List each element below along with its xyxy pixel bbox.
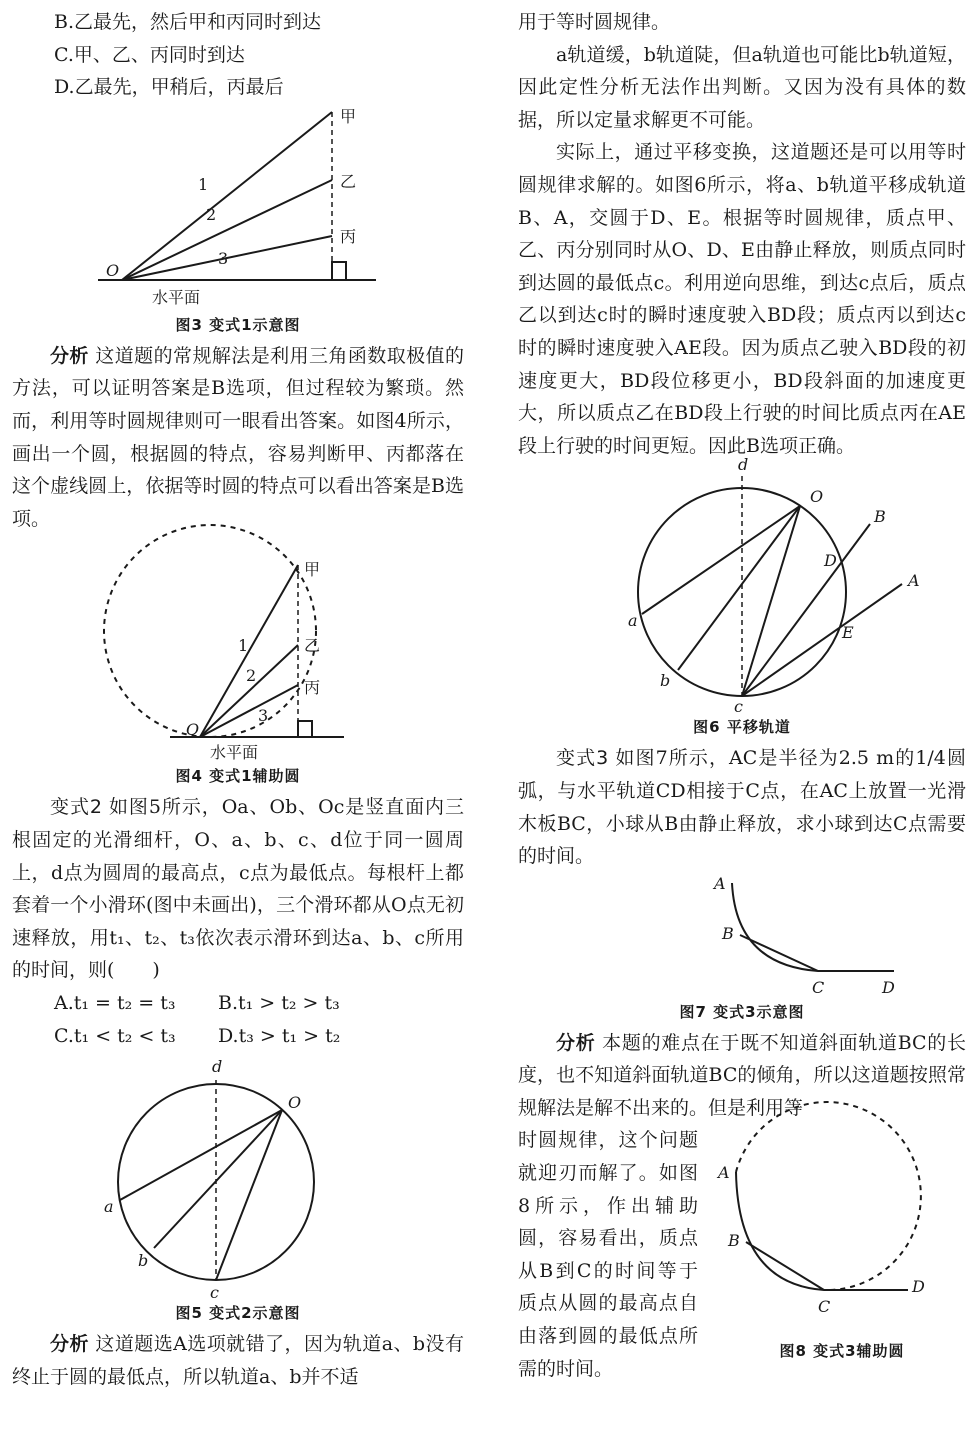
wrap-text: 时圆规律，这个问题就迎刃而解了。如图8所示，作出辅助圆，容易看出，质点从B到C的时间等于质点从圆的最高点自由落到圆的最低点所需的时间。 (518, 1129, 698, 1380)
analysis-1 (12, 340, 464, 536)
option-c: C.甲、乙、丙同时到达 (54, 43, 245, 66)
variant-3-keyword: 变式3 (556, 747, 609, 770)
rod-oa (120, 1110, 282, 1200)
label-1: 1 (198, 174, 209, 194)
figure-5-caption: 图5 变式2示意图 (175, 1304, 301, 1323)
analysis-3-keyword: 分析 (556, 1031, 596, 1054)
right-angle-mark (332, 262, 346, 280)
right-column (518, 6, 966, 1385)
label-b: B (728, 1231, 740, 1251)
variant-3-text: 如图7所示，AC是半径为2.5 m的1/4圆弧，与水平轨道CD相接于C点，在AC上放置一光滑木板BC，小球从B由静止释放，求小球到达C点需要的时间。 (518, 747, 966, 868)
label-e: E (842, 623, 854, 643)
label-2: 2 (206, 204, 217, 224)
label-a: A (718, 1163, 730, 1183)
rod-oc (742, 506, 800, 696)
continuation: 用于等时圆规律。 (518, 11, 671, 33)
label-3: 3 (218, 248, 229, 268)
figure-3 (88, 104, 388, 312)
label-ground: 水平面 (152, 287, 201, 307)
option-b-v2: B.t₁ > t₂ > t₃ (218, 991, 340, 1014)
label-bing: 丙 (304, 678, 321, 698)
label-ground: 水平面 (210, 743, 259, 763)
figure-8-block (718, 1124, 966, 1366)
label-2: 2 (246, 666, 257, 686)
wrap-block (518, 1124, 966, 1385)
figure-6 (552, 455, 932, 717)
label-b: b (660, 671, 671, 691)
label-3: 3 (258, 706, 269, 726)
arc-ac (732, 883, 818, 971)
label-b-upper: B (874, 507, 886, 527)
figure-5 (88, 1052, 388, 1303)
option-b: B.乙最先，然后甲和丙同时到达 (54, 11, 322, 33)
option-c-v2: C.t₁ < t₂ < t₃ (54, 1024, 176, 1047)
label-a: a (628, 611, 638, 631)
track-a (742, 584, 902, 696)
left-column (12, 6, 464, 1393)
label-yi: 乙 (304, 636, 321, 656)
label-yi: 乙 (340, 171, 357, 191)
variant-2-keyword: 变式2 (50, 796, 102, 819)
label-c: c (734, 697, 743, 717)
right-angle-mark (298, 721, 312, 737)
label-d: d (738, 455, 749, 475)
analysis-1-text: 这道题的常规解法是利用三角函数取极值的方法，可以证明答案是B选项，但过程较为繁琐。然而，利用等时圆规律则可一眼看出答案。如图4所示，画出一个圆，根据圆的特点，容易判断甲、丙都落在这个虚线圆上，依据等时圆的特点可以看出答案是B选项。 (12, 344, 464, 530)
label-a: a (104, 1197, 114, 1217)
label-c: c (210, 1283, 219, 1303)
paragraph-1: a轨道缓，b轨道陡，但a轨道也可能比b轨道短，因此定性分析无法作出判断。又因为没有具体的数据，所以定量求解更不可能。 (518, 43, 966, 131)
option-d-v2: D.t₃ > t₁ > t₂ (218, 1024, 341, 1047)
label-bing: 丙 (340, 226, 357, 246)
analysis-2-text: 这道题选A选项就错了，因为轨道a、b没有终止于圆的最低点，所以轨道a、b并不适 (12, 1333, 464, 1388)
variant-2 (12, 791, 464, 987)
option-d: D.乙最先，甲稍后，丙最后 (54, 76, 284, 99)
label-o: O (810, 487, 824, 507)
rod-ob (678, 506, 800, 670)
rod-ob (154, 1110, 282, 1248)
variant-2-text: 如图5所示，Oa、Ob、Oc是竖直面内三根固定的光滑细杆，O、a、b、c、d位于同一圆周上，d点为圆周的最高点，c点为最低点。每根杆上都套着一个小滑环(图中未画出)，三个滑环都从O点无初速释放，用t₁、t₂、t₃依次表示滑环到达a、b、c所用的时间，则( ) (12, 796, 464, 982)
analysis-3-text: 本题的难点在于既不知道斜面轨道BC的长度，也不知道斜面轨道BC的倾角，所以这道题按照常规解法是解不出来的。但是利用等 (518, 1031, 966, 1119)
arc-ac (736, 1172, 824, 1290)
analysis-2 (12, 1328, 464, 1393)
figure-7 (592, 873, 895, 999)
options-row-2 (12, 1020, 464, 1053)
track-b (742, 524, 870, 696)
analysis-1-keyword: 分析 (50, 344, 89, 367)
label-jia: 甲 (340, 106, 357, 126)
label-a-upper: A (908, 571, 920, 591)
figure-6-caption: 图6 平移轨道 (693, 718, 791, 737)
label-b: B (722, 923, 734, 943)
figure-8 (718, 1124, 966, 1338)
label-d: D (882, 977, 895, 997)
circle (638, 488, 846, 696)
label-o: O (186, 720, 200, 740)
board-bc (740, 935, 818, 971)
label-d: D (912, 1277, 925, 1297)
label-1: 1 (238, 636, 249, 656)
label-o: O (288, 1093, 302, 1113)
figure-7-caption: 图7 变式3示意图 (679, 1002, 805, 1021)
label-jia: 甲 (304, 560, 321, 580)
label-d: d (212, 1057, 223, 1077)
label-d-upper: D (824, 551, 837, 571)
option-a: A.t₁ = t₂ = t₃ (54, 991, 176, 1014)
paragraph-2: 实际上，通过平移变换，这道题还是可以用等时圆规律求解的。如图6所示，将a、b轨道平移成轨道B、A，交圆于D、E。根据等时圆规律，质点甲、乙、丙分别同时从O、D、E由静止释放，则质点同时到达圆的最低点c。利用逆向思维，到达c点后，质点乙以到达c时的瞬时速度驶入BD段；质点丙以到达c时的瞬时速度驶入AE段。因为质点乙驶入BD段的初速度更大，BD段位移更小，BD段斜面的加速度更大，所以质点乙在BD段上行驶的时间比质点丙在AE段上行驶的时间更短。因此B选项正确。 (518, 141, 966, 457)
figure-4-caption: 图4 变式1辅助圆 (175, 767, 301, 786)
figure-8-caption: 图8 变式3辅助圆 (779, 1342, 905, 1361)
board-bc (746, 1242, 824, 1290)
label-b: b (138, 1251, 149, 1271)
analysis-3 (518, 1027, 966, 1125)
figure-4 (88, 535, 388, 763)
label-c: C (818, 1297, 831, 1317)
figure-3-caption: 图3 变式1示意图 (175, 315, 301, 334)
label-o: O (106, 260, 120, 280)
auxiliary-circle (104, 525, 316, 740)
options-row-1 (12, 987, 464, 1020)
analysis-2-keyword: 分析 (50, 1333, 89, 1356)
label-a: A (714, 873, 726, 893)
track-2 (200, 645, 298, 737)
label-c: C (812, 977, 825, 997)
rod-oc (216, 1110, 282, 1280)
variant-3 (518, 742, 966, 872)
